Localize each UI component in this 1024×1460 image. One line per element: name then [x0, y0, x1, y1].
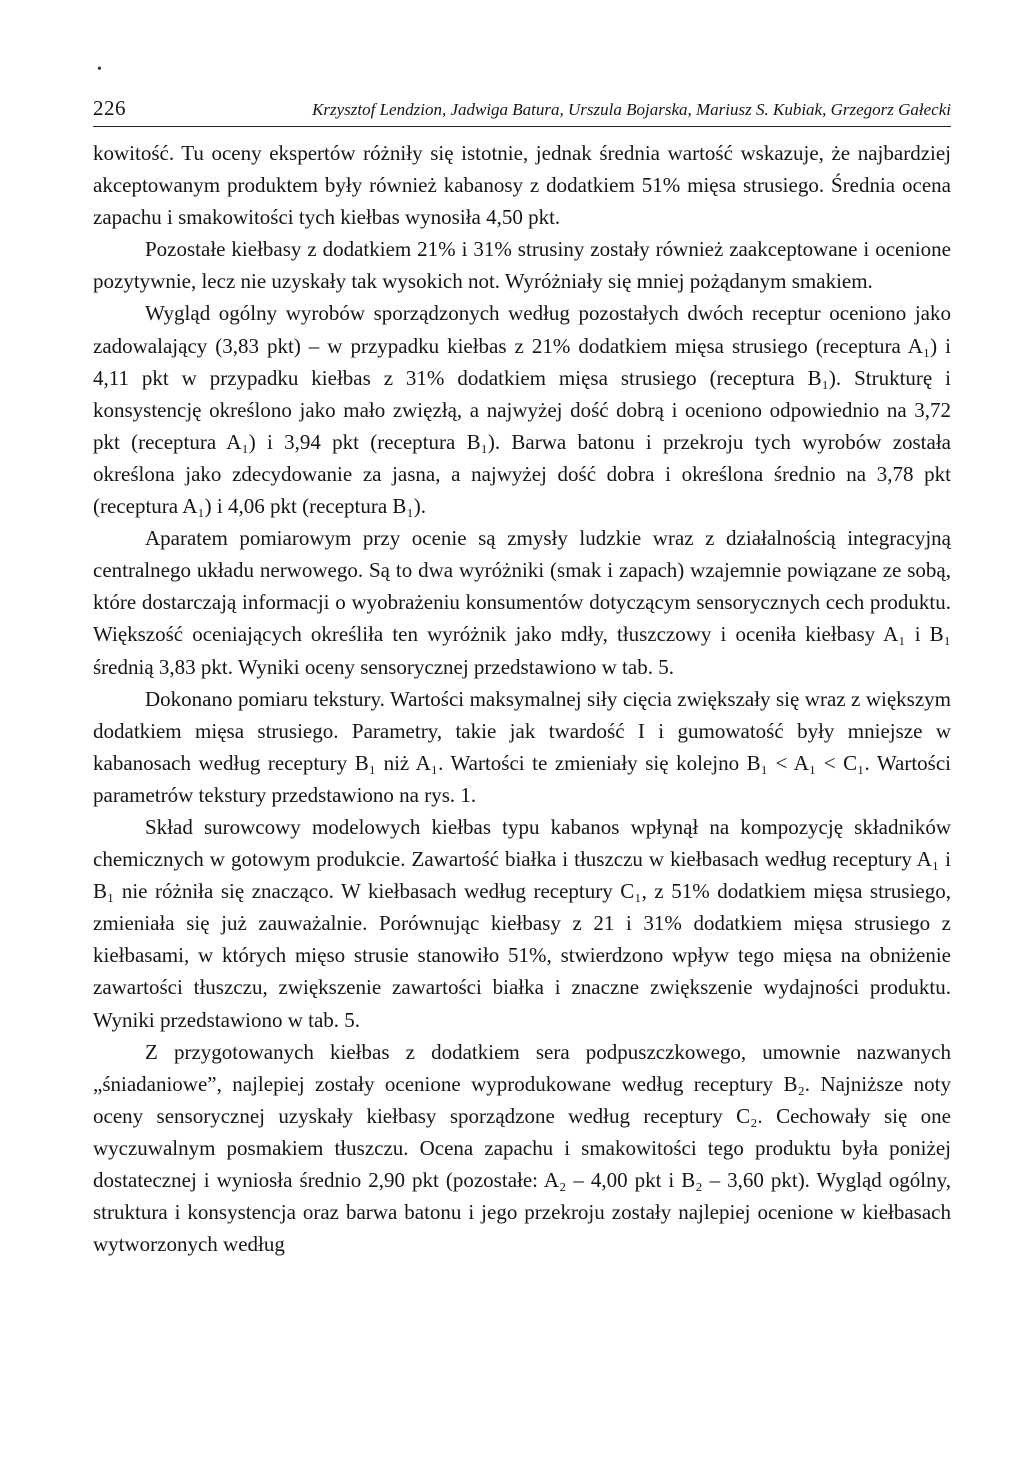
paragraph: Wygląd ogólny wyrobów sporządzonych według pozostałych dwóch receptur oceniono jako zadowalający (3,83 pkt) – w przypadku kiełbas z 21% dodatkiem mięsa strusiego (receptura A₁) i 4,11 pkt w przypadku kiełbas z 31% dodatkiem mięsa strusiego (receptura B₁). Strukturę i konsystencję określono jako mało zwięzłą, a najwyżej dość dobrą i oceniono odpowiednio na 3,72 pkt (receptura A₁) i 3,94 pkt (receptura B₁). Barwa batonu i przekroju tych wyrobów została określona jako zdecydowanie za jasna, a najwyżej dość dobra i określona średnio na 3,78 pkt (receptura A₁) i 4,06 pkt (receptura B₁). — [93, 301, 951, 519]
paragraph-continued: kowitość. Tu oceny ekspertów różniły się istotnie, jednak średnia wartość wskazuje, że najbardziej akceptowanym produktem były również kabanosy z dodatkiem 51% mięsa strusiego. Średnia ocena zapachu i smakowitości tych kiełbas wynosiła 4,50 pkt. — [93, 141, 951, 230]
author-list: Krzysztof Lendzion, Jadwiga Batura, Urszula Bojarska, Mariusz S. Kubiak, Grzegorz Gałecki — [312, 100, 951, 119]
paragraph: Aparatem pomiarowym przy ocenie są zmysły ludzkie wraz z działalnością integracyjną centralnego układu nerwowego. Są to dwa wyróżniki (smak i zapach) wzajemnie powiązane ze sobą, które dostarczają informacji o wyobrażeniu konsumentów dotyczącym sensorycznych cech produktu. Większość oceniających określiła ten wyróżnik jako mdły, tłuszczowy i oceniła kiełbasy A₁ i B₁ średnią 3,83 pkt. Wyniki oceny sensorycznej przedstawiono w tab. 5. — [93, 526, 951, 679]
page-number: 226 — [93, 96, 126, 120]
document-page — [93, 96, 951, 1260]
paragraph: Skład surowcowy modelowych kiełbas typu kabanos wpłynął na kompozycję składników chemicznych w gotowym produkcie. Zawartość białka i tłuszczu w kiełbasach według receptury A₁ i B₁ nie różniła się znacząco. W kiełbasach według receptury C₁, z 51% dodatkiem mięsa strusiego, zmieniała się już zauważalnie. Porównując kiełbasy z 21 i 31% dodatkiem mięsa strusiego z kiełbasami, w których mięso strusie stanowiło 51%, stwierdzono wpływ tego mięsa na obniżenie zawartości tłuszczu, zwiększenie zawartości białka i znaczne zwiększenie wydajności produktu. Wyniki przedstawiono w tab. 5. — [93, 814, 951, 1032]
paragraph: Pozostałe kiełbasy z dodatkiem 21% i 31% strusiny zostały również zaakceptowane i ocenione pozytywnie, lecz nie uzyskały tak wysokich not. Wyróżniały się mniej pożądanym smakiem. — [93, 237, 951, 294]
paragraph: Z przygotowanych kiełbas z dodatkiem sera podpuszczkowego, umownie nazwanych „śniadaniowe”, najlepiej zostały ocenione wyprodukowane według receptury B₂. Najniższe noty oceny sensorycznej uzyskały kiełbasy sporządzone według receptury C₂. Cechowały się one wyczuwalnym posmakiem tłuszczu. Ocena zapachu i smakowitości tego produktu była poniżej dostatecznej i wyniosła średnio 2,90 pkt (pozostałe: A₂ – 4,00 pkt i B₂ – 3,60 pkt). Wygląd ogólny, struktura i konsystencja oraz barwa batonu i jego przekroju zostały najlepiej ocenione w kiełbasach wytworzonych według — [93, 1039, 951, 1257]
scan-speck: • — [97, 62, 102, 77]
running-header — [93, 96, 951, 127]
paragraph: Dokonano pomiaru tekstury. Wartości maksymalnej siły cięcia zwiększały się wraz z większym dodatkiem mięsa strusiego. Parametry, takie jak twardość I i gumowatość były mniejsze w kabanosach według receptury B₁ niż A₁. Wartości te zmieniały się kolejno B₁ < A₁ < C₁. Wartości parametrów tekstury przedstawiono na rys. 1. — [93, 686, 951, 807]
